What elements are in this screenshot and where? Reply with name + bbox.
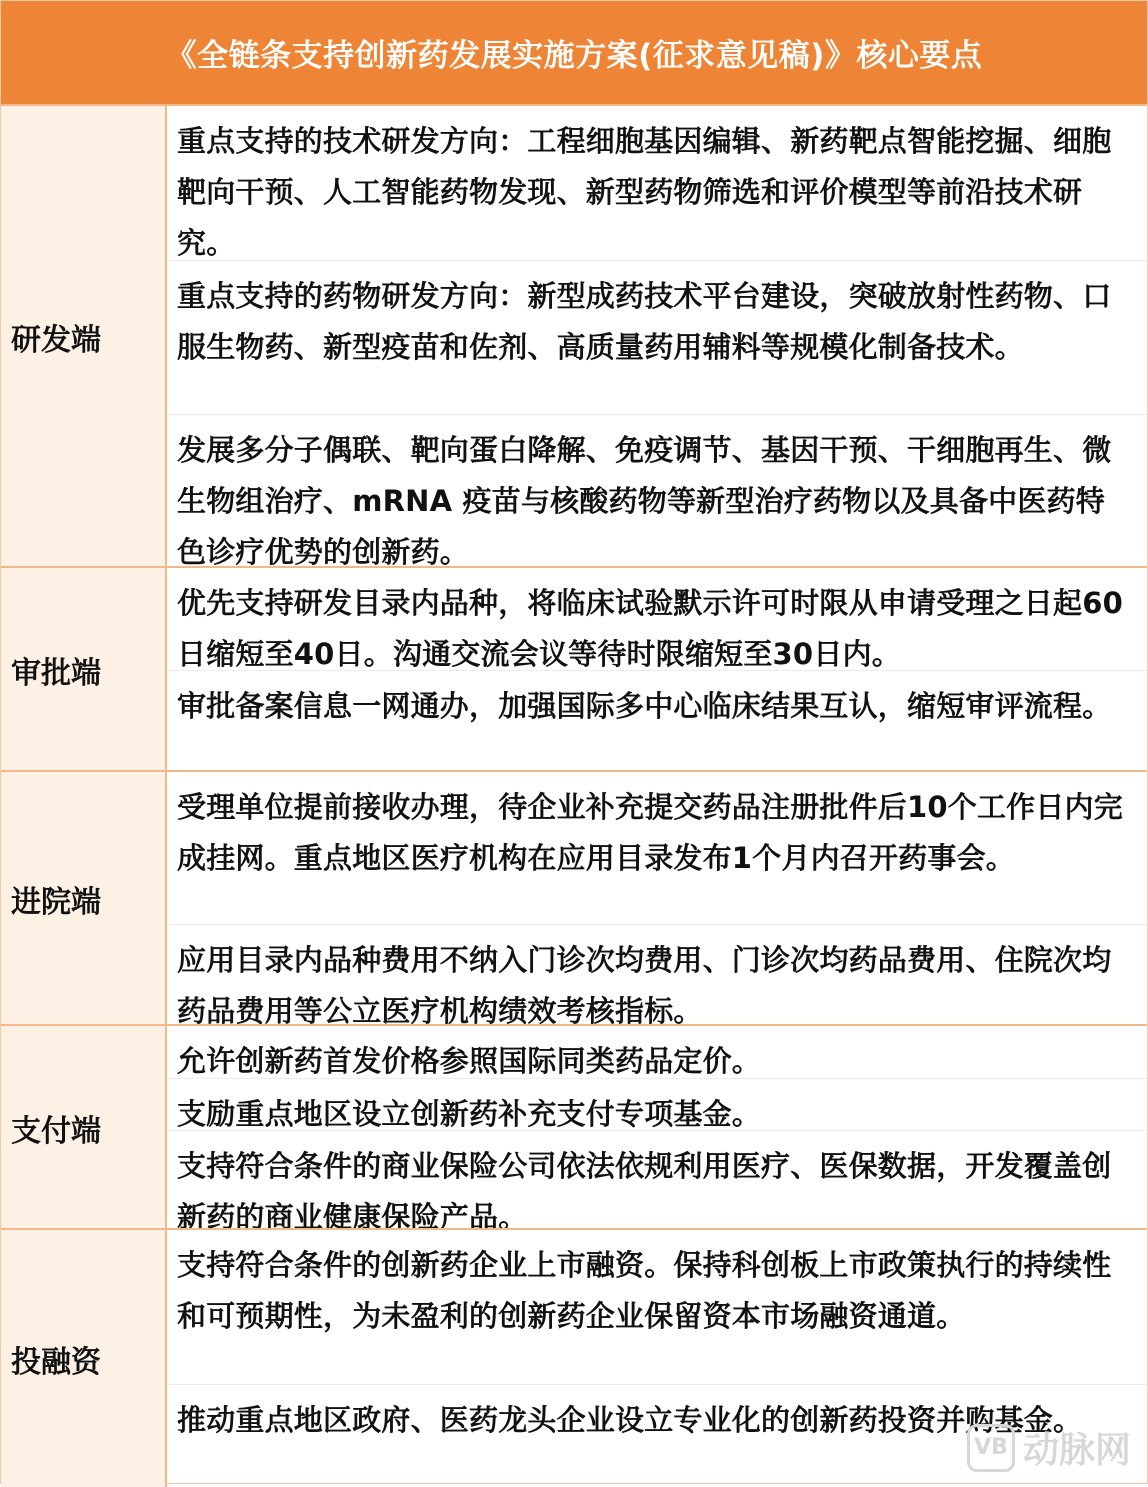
table-row: 支持符合条件的商业保险公司依法依规利用医疗、医保数据，开发覆盖创新药的商业健康保险产品。 bbox=[167, 1130, 1147, 1231]
section-content bbox=[167, 568, 1147, 772]
section-rnd bbox=[1, 104, 1147, 568]
section-label: 投融资 bbox=[11, 1344, 101, 1380]
section-label: 研发端 bbox=[11, 323, 101, 358]
section-approval bbox=[1, 566, 1147, 772]
table-row: 重点支持的药物研发方向：新型成药技术平台建设，突破放射性药物、口服生物药、新型疫苗和佐剂、高质量药用辅料等规模化制备技术。 bbox=[167, 260, 1147, 415]
table-row: 支励重点地区设立创新药补充支付专项基金。 bbox=[167, 1078, 1147, 1131]
section-content bbox=[167, 106, 1147, 568]
table-row: 优先支持研发目录内品种，将临床试验默示许可时限从申请受理之日起60日缩短至40日。沟通交流会议等待时限缩短至30日内。 bbox=[177, 586, 1123, 671]
section-content bbox=[167, 772, 1147, 1026]
table-row: 审批备案信息一网通办，加强国际多中心临床结果互认，缩短审评流程。 bbox=[167, 670, 1147, 773]
watermark-text: 动脉网 bbox=[1022, 1430, 1131, 1471]
table-title: 《全链条支持创新药发展实施方案(征求意见稿)》核心要点 bbox=[1, 1, 1147, 104]
section-label-cell bbox=[1, 772, 167, 1026]
section-label-cell bbox=[1, 568, 167, 772]
section-label: 支付端 bbox=[11, 1114, 101, 1149]
table-row: 应用目录内品种费用不纳入门诊次均费用、门诊次均药品费用、住院次均药品费用等公立医疗机构绩效考核指标。 bbox=[167, 924, 1147, 1027]
section-label: 审批端 bbox=[11, 656, 101, 691]
watermark bbox=[967, 1422, 1131, 1473]
table-row: 受理单位提前接收办理，待企业补充提交药品注册批件后10个工作日内完成挂网。重点地区医疗机构在应用目录发布1个月内召开药事会。 bbox=[177, 790, 1123, 875]
vb-logo-icon: VB bbox=[967, 1424, 1015, 1472]
table-row: 支持符合条件的创新药企业上市融资。保持科创板上市政策执行的持续性和可预期性，为未盈利的创新药企业保留资本市场融资通道。 bbox=[177, 1248, 1112, 1333]
table-row: 允许创新药首发价格参照国际同类药品定价。 bbox=[177, 1044, 762, 1078]
section-label-cell bbox=[1, 1230, 167, 1487]
table-row: 推动重点地区政府、医药龙头企业设立专业化的创新药投资并购基金。 bbox=[167, 1384, 1147, 1487]
section-label: 进院端 bbox=[11, 885, 101, 920]
table-row: 重点支持的技术研发方向：工程细胞基因编辑、新药靶点智能挖掘、细胞靶向干预、人工智能药物发现、新型药物筛选和评价模型等前沿技术研究。 bbox=[177, 124, 1112, 260]
section-label-cell bbox=[1, 1026, 167, 1230]
section-content bbox=[167, 1026, 1147, 1234]
section-label-cell bbox=[1, 106, 167, 568]
section-payment bbox=[1, 1024, 1147, 1234]
section-hospital-entry bbox=[1, 770, 1147, 1026]
table-row: 发展多分子偶联、靶向蛋白降解、免疫调节、基因干预、干细胞再生、微生物组治疗、mRNA 疫苗与核酸药物等新型治疗药物以及具备中医药特色诊疗优势的创新药。 bbox=[167, 414, 1147, 569]
